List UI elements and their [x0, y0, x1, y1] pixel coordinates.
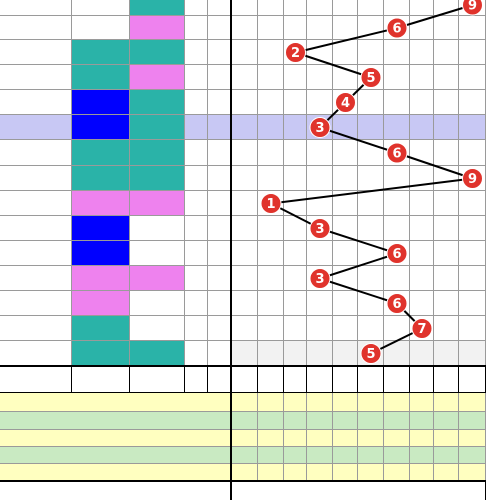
trend-line-segment [296, 53, 372, 78]
ball-digit-label: 4 [340, 96, 351, 111]
selected-digit-ball [361, 68, 381, 88]
selected-digit-ball [412, 319, 432, 339]
selected-digit-ball [310, 118, 330, 138]
ball-digit-label: 6 [392, 146, 402, 162]
trend-line-segment [296, 28, 398, 53]
selected-digit-ball [463, 169, 483, 189]
selected-digit-ball [463, 0, 483, 15]
selected-digit-ball [387, 244, 407, 264]
selected-digit-ball [361, 344, 381, 364]
selected-digit-ball [387, 294, 407, 314]
trend-line-segment [320, 254, 397, 279]
trend-line-segment [397, 5, 473, 28]
trend-line-segment [397, 153, 473, 179]
ball-digit-label: 3 [315, 272, 325, 287]
selected-digit-ball [286, 43, 306, 63]
ball-digit-label: 1 [266, 197, 276, 212]
ball-digit-label: 7 [417, 322, 427, 337]
selected-digit-ball [387, 143, 407, 163]
selected-digit-ball [261, 194, 281, 214]
trend-line-segment [320, 279, 397, 304]
selected-digit-ball [336, 93, 356, 113]
trend-line-segment [320, 229, 397, 254]
ball-digit-label: 6 [392, 247, 402, 262]
ball-digit-label: 6 [392, 297, 402, 312]
selected-digit-ball [310, 219, 330, 239]
trend-line-segment [271, 179, 473, 204]
ball-digit-label: 6 [392, 21, 402, 37]
ball-digit-label: 9 [467, 0, 478, 14]
selected-digit-ball [310, 269, 330, 289]
ball-digit-label: 9 [467, 172, 478, 187]
ball-digit-label: 3 [315, 121, 325, 136]
selected-digit-ball [387, 18, 407, 38]
ball-digit-label: 5 [366, 347, 376, 362]
ball-digit-label: 2 [290, 46, 301, 61]
ball-digit-label: 3 [315, 222, 325, 237]
trend-line-segment [320, 128, 397, 154]
ball-digit-label: 5 [366, 71, 376, 86]
